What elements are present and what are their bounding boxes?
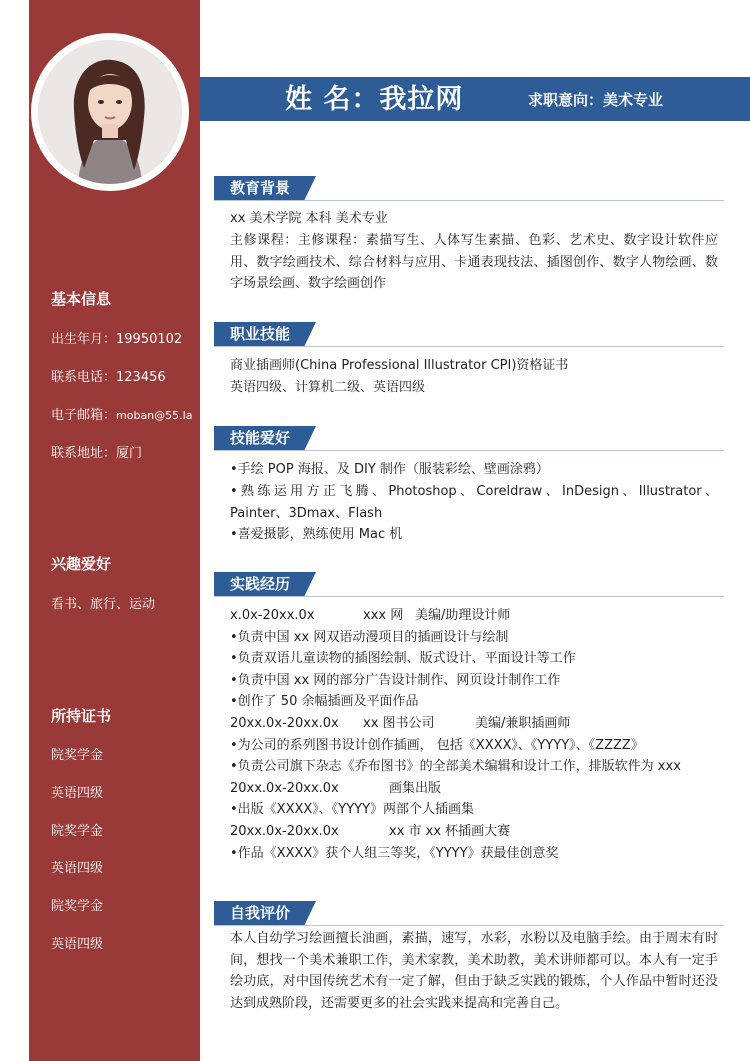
job-org: xxx 网	[363, 608, 404, 623]
self-eval-text: 本人自幼学习绘画擅长油画，素描，速写，水彩，水粉以及电脑手绘。由于周末有时间，想找一个美术兼职工作，美术家教，美术助教，美术讲师都可以。本人有一定手绘功底，对中国传统艺术有一定了解，但由于缺乏实践的锻炼，个人作品中暂时还没达到成熟阶段，还需要更多的社会实践来提高和完善自己。	[230, 931, 718, 1011]
education-courses: 主修课程：主修课程：素描写生、人体写生素描、色彩、艺术史、数字设计软件应用、数字绘画技术、综合材料与应用、卡通表现技法、插图创作、数字人物绘画、数字场景绘画、数字绘画创作	[230, 233, 718, 291]
address: 联系地址：厦门	[51, 446, 143, 461]
cert-item: 院奖学金	[51, 824, 104, 839]
job-item: •负责中国 xx 网的部分广告设计制作、网页设计制作工作	[230, 673, 561, 688]
hobby-item: •手绘 POP 海报、及 DIY 制作（服装彩绘、壁画涂鸦）	[230, 462, 549, 477]
job-date: 20xx.0x-20xx.0x	[230, 781, 339, 796]
education-heading: 教育背景	[214, 176, 304, 201]
job-item: •负责双语儿童读物的插图绘制、版式设计、平面设计等工作	[230, 651, 576, 666]
job-item: •负责公司旗下杂志《乔布图书》的全部美术编辑和设计工作，排版软件为 xxx	[230, 759, 681, 774]
job-org: 画集出版	[389, 781, 442, 796]
job-role: 美编/助理设计师	[415, 608, 511, 623]
job-item: •创作了 50 余幅插画及平面作品	[230, 694, 419, 709]
email-value: moban@55.la	[116, 409, 193, 422]
skills-line: 英语四级、计算机二级、英语四级	[230, 380, 426, 395]
section-divider	[214, 596, 724, 597]
skills-line: 商业插画师(China Professional Illustrator CPI)资格证书	[230, 358, 569, 373]
hobby-item: •熟练运用方正飞腾、Photoshop、Coreldraw、InDesign、Illustrator、Painter、3Dmax、Flash	[230, 484, 718, 521]
section-divider	[214, 200, 724, 201]
job-item: •出版《XXXX》、《YYYY》两部个人插画集	[230, 802, 475, 817]
email-label: 电子邮箱：	[51, 408, 117, 423]
job-date: 20xx.0x-20xx.0x	[230, 824, 339, 839]
hobbies-heading: 技能爱好	[214, 426, 304, 451]
job-header	[230, 821, 510, 843]
section-divider	[214, 925, 724, 926]
interests-text: 看书、旅行、运动	[51, 597, 156, 612]
job-header	[230, 605, 510, 627]
email	[51, 404, 192, 423]
job-org: xx 图书公司	[363, 716, 435, 731]
education-school: xx 美术学院 本科 美术专业	[230, 211, 388, 226]
cert-item: 英语四级	[51, 786, 104, 801]
basic-info-heading: 基本信息	[51, 290, 112, 308]
header-bar	[200, 77, 750, 121]
hobby-item: •喜爱摄影，熟练使用 Mac 机	[230, 527, 403, 542]
job-date: x.0x-20xx.0x	[230, 608, 315, 623]
job-header	[230, 713, 570, 735]
portrait-illustration	[38, 40, 182, 184]
job-item: •负责中国 xx 网双语动漫项目的插画设计与绘制	[230, 630, 509, 645]
cert-item: 英语四级	[51, 861, 104, 876]
phone: 联系电话：123456	[51, 370, 166, 385]
section-divider	[214, 346, 724, 347]
job-objective: 求职意向：美术专业	[528, 91, 664, 109]
section-divider	[214, 450, 724, 451]
avatar	[38, 40, 182, 184]
skills-heading: 职业技能	[214, 322, 304, 347]
certs-heading: 所持证书	[51, 707, 112, 725]
interests-heading: 兴趣爱好	[51, 555, 112, 573]
job-item: •作品《XXXX》获个人组三等奖，《YYYY》获最佳创意奖	[230, 846, 559, 861]
name-title: 姓 名：我拉网	[285, 84, 464, 115]
self-eval-heading: 自我评价	[214, 901, 304, 926]
practice-heading: 实践经历	[214, 572, 304, 597]
job-org: xx 市 xx 杯插画大赛	[389, 824, 511, 839]
cert-item: 院奖学金	[51, 899, 104, 914]
cert-item: 英语四级	[51, 937, 104, 952]
job-date: 20xx.0x-20xx.0x	[230, 716, 339, 731]
birth-date: 出生年月：19950102	[51, 332, 183, 347]
job-header	[230, 778, 441, 800]
job-item: •为公司的系列图书设计创作插画， 包括《XXXX》、《YYYY》、《ZZZZ》	[230, 738, 644, 753]
job-role: 美编/兼职插画师	[475, 716, 571, 731]
cert-item: 院奖学金	[51, 748, 104, 763]
